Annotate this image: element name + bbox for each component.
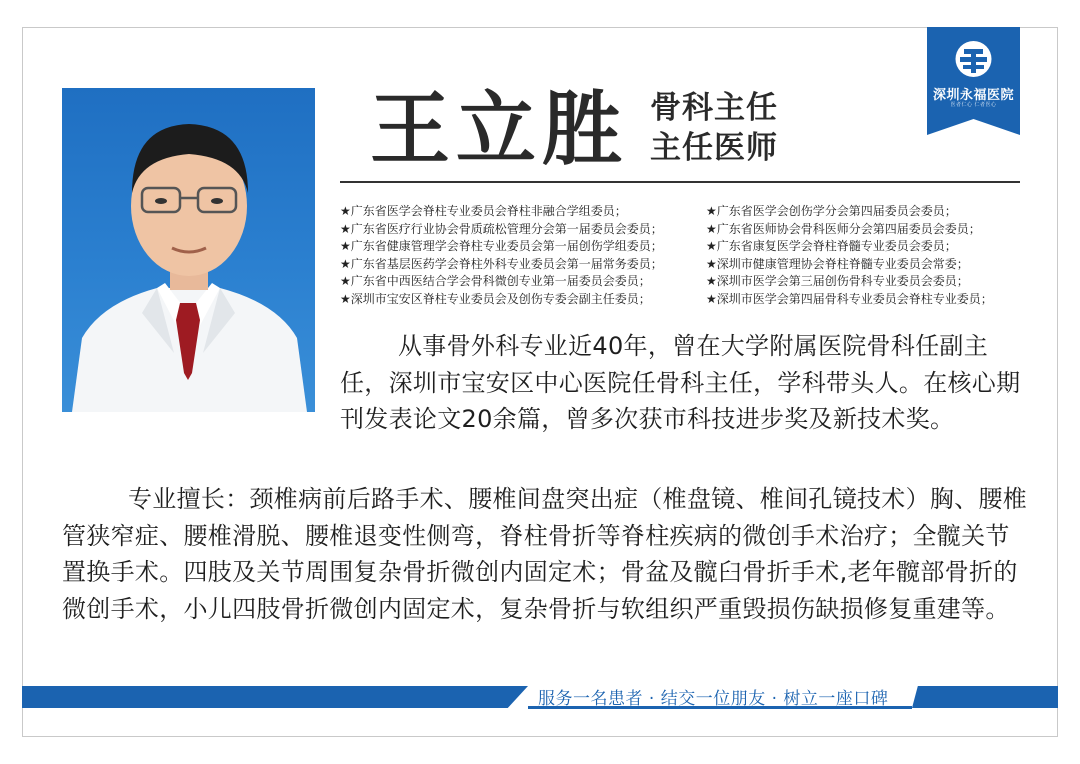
doctor-title-rank: 主任医师 (650, 130, 778, 166)
hospital-logo-badge (927, 27, 1020, 135)
footer-band-left (22, 686, 528, 708)
doctor-title-department: 骨科主任 (650, 90, 778, 126)
footer-slogan: 服务一名患者 · 结交一位朋友 · 树立一座口碑 (538, 689, 889, 709)
membership-item: ★深圳市医学会第四届骨科专业委员会脊柱专业委员； (706, 291, 993, 306)
membership-item: ★广东省医学会创伤学分会第四届委员会委员； (706, 204, 957, 218)
doctor-name: 王立胜 (370, 83, 628, 176)
membership-item: ★广东省康复医学会脊柱脊髓专业委员会委员； (706, 239, 957, 253)
hospital-tagline: 医者仁心 仁者医心 (950, 102, 997, 108)
membership-item: ★广东省医学会脊柱专业委员会脊柱非融合学组委员； (340, 204, 627, 218)
membership-item: ★广东省中西医结合学会骨科微创专业第一届委员会委员； (340, 274, 651, 288)
memberships-right (706, 203, 993, 308)
membership-item: ★深圳市医学会第三届创伤骨科专业委员会委员； (706, 274, 969, 288)
membership-item: ★广东省健康管理学会脊柱专业委员会第一届创伤学组委员； (340, 239, 663, 253)
membership-item: ★广东省医疗行业协会骨质疏松管理分会第一届委员会委员； (340, 221, 663, 236)
doctor-titles (650, 88, 778, 168)
membership-item: ★深圳市宝安区脊柱专业委员会及创伤专委会副主任委员； (340, 291, 651, 306)
membership-item: ★广东省医师协会骨科医师分会第四届委员会委员； (706, 221, 981, 236)
specialty-paragraph: 专业擅长：颈椎病前后路手术、腰椎间盘突出症（椎盘镜、椎间孔镜技术）胸、腰椎管狭窄症、腰椎滑脱、腰椎退变性侧弯，脊柱骨折等脊柱疾病的微创手术治疗；全髋关节置换手术。四肢及关节周围复杂骨折微创内固定术；骨盆及髋臼骨折手术,老年髋部骨折的微创手术，小儿四肢骨折微创内固定术，复杂骨折与软组织严重毁损伤缺损修复重建等。 (62, 485, 1028, 623)
hospital-name: 深圳永福医院 (932, 88, 1014, 103)
doctor-portrait-illustration (62, 88, 315, 412)
membership-item: ★广东省基层医药学会脊柱外科专业委员会第一届常务委员； (340, 256, 663, 271)
footer-band-right (912, 686, 1058, 708)
doctor-photo (62, 88, 315, 412)
memberships-left (340, 203, 663, 308)
membership-item: ★深圳市健康管理协会脊柱脊髓专业委员会常委； (706, 256, 969, 271)
header-divider (340, 181, 1020, 183)
career-intro-paragraph: 从事骨外科专业近40年，曾在大学附属医院骨科任副主任，深圳市宝安区中心医院任骨科主任，学科带头人。在核心期刊发表论文20余篇，曾多次获市科技进步奖及新技术奖。 (340, 332, 1021, 433)
